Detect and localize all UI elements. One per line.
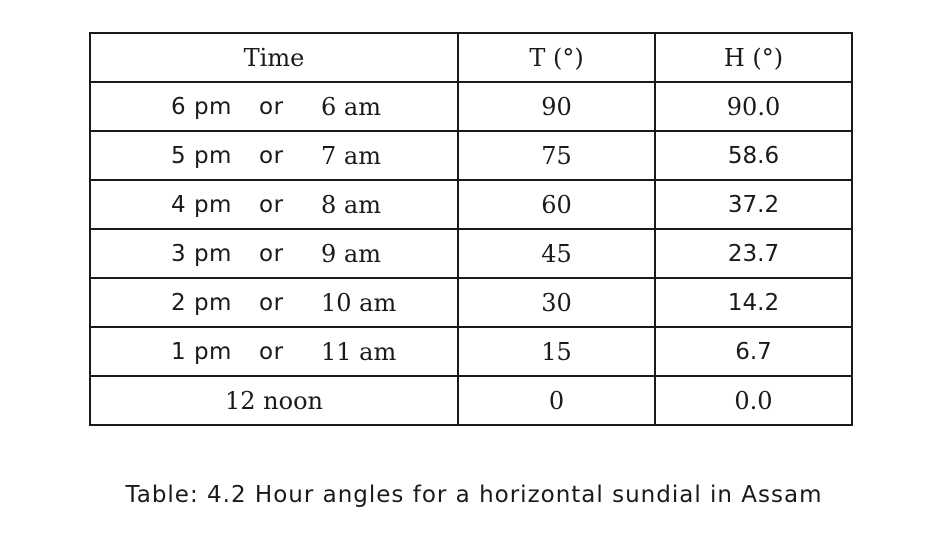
header-time: Time bbox=[90, 33, 458, 82]
time-cell bbox=[90, 131, 458, 180]
time-pm: 1 pm bbox=[171, 338, 232, 365]
header-h: H (°) bbox=[655, 33, 852, 82]
time-or: or bbox=[259, 289, 284, 316]
time-cell bbox=[90, 229, 458, 278]
t-value: 0 bbox=[458, 376, 655, 425]
h-value: 58.6 bbox=[655, 131, 852, 180]
time-am: 11 am bbox=[321, 337, 397, 366]
header-t: T (°) bbox=[458, 33, 655, 82]
t-value: 15 bbox=[458, 327, 655, 376]
table-row bbox=[90, 82, 852, 131]
t-value: 45 bbox=[458, 229, 655, 278]
time-or: or bbox=[259, 240, 284, 267]
time-cell bbox=[90, 327, 458, 376]
t-value: 60 bbox=[458, 180, 655, 229]
time-am: 7 am bbox=[321, 141, 381, 170]
time-pm: 2 pm bbox=[171, 289, 232, 316]
table-header-row bbox=[90, 33, 852, 82]
table-row bbox=[90, 278, 852, 327]
time-am: 9 am bbox=[321, 239, 381, 268]
h-value: 0.0 bbox=[655, 376, 852, 425]
table-row bbox=[90, 180, 852, 229]
table-row-noon bbox=[90, 376, 852, 425]
time-am: 10 am bbox=[321, 288, 397, 317]
table-row bbox=[90, 229, 852, 278]
table-row bbox=[90, 131, 852, 180]
time-or: or bbox=[259, 93, 284, 120]
h-value: 6.7 bbox=[655, 327, 852, 376]
time-cell bbox=[90, 82, 458, 131]
time-pm: 3 pm bbox=[171, 240, 232, 267]
h-value: 37.2 bbox=[655, 180, 852, 229]
time-pm: 5 pm bbox=[171, 142, 232, 169]
h-value: 23.7 bbox=[655, 229, 852, 278]
time-cell bbox=[90, 180, 458, 229]
time-or: or bbox=[259, 338, 284, 365]
h-value: 90.0 bbox=[655, 82, 852, 131]
time-cell bbox=[90, 278, 458, 327]
table-caption: Table: 4.2 Hour angles for a horizontal sundial in Assam bbox=[125, 482, 823, 508]
table-row bbox=[90, 327, 852, 376]
t-value: 75 bbox=[458, 131, 655, 180]
time-or: or bbox=[259, 191, 284, 218]
t-value: 30 bbox=[458, 278, 655, 327]
hour-angle-table-container bbox=[89, 32, 851, 426]
t-value: 90 bbox=[458, 82, 655, 131]
time-am: 8 am bbox=[321, 190, 381, 219]
time-am: 6 am bbox=[321, 92, 381, 121]
time-pm: 6 pm bbox=[171, 93, 232, 120]
time-pm: 4 pm bbox=[171, 191, 232, 218]
time-noon: 12 noon bbox=[90, 376, 458, 425]
h-value: 14.2 bbox=[655, 278, 852, 327]
time-or: or bbox=[259, 142, 284, 169]
hour-angle-table bbox=[89, 32, 853, 426]
